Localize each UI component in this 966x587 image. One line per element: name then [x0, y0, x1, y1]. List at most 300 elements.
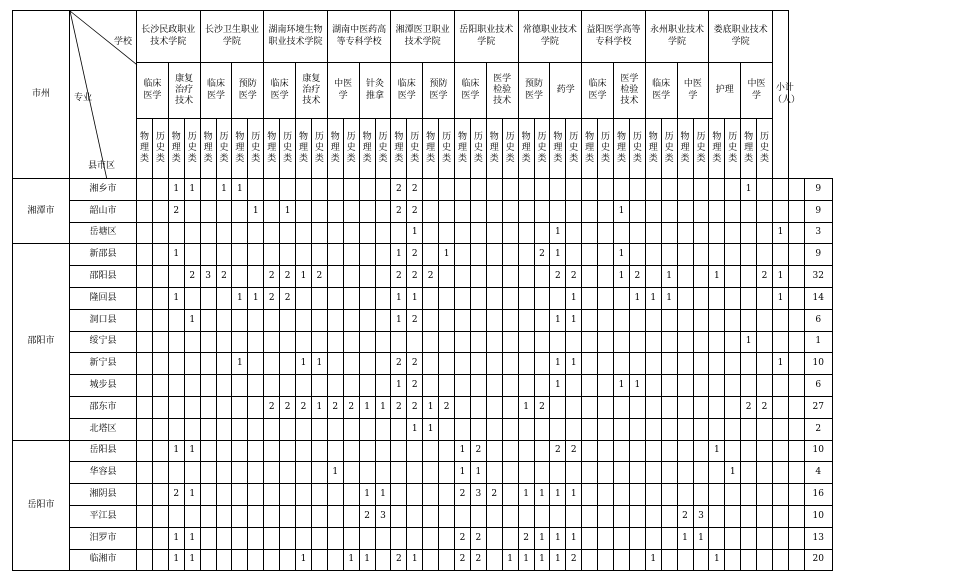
data-cell	[168, 353, 184, 375]
data-cell	[391, 462, 407, 484]
school-header	[391, 11, 455, 63]
data-cell	[391, 331, 407, 353]
data-cell	[502, 287, 518, 309]
data-cell	[407, 462, 423, 484]
data-cell	[502, 440, 518, 462]
data-cell	[502, 375, 518, 397]
subject-type-header	[295, 119, 311, 179]
data-cell	[375, 375, 391, 397]
data-cell	[772, 244, 788, 266]
data-cell: 2	[757, 266, 773, 288]
data-cell	[629, 331, 645, 353]
major-name: 医学检验技术	[493, 73, 512, 107]
major-header	[391, 63, 423, 119]
data-cell	[566, 222, 582, 244]
subject-type-label: 物理类	[680, 132, 690, 164]
data-cell	[661, 353, 677, 375]
data-cell	[518, 266, 534, 288]
data-cell: 2	[566, 266, 582, 288]
data-cell	[486, 527, 502, 549]
data-cell	[184, 287, 200, 309]
data-cell: 2	[295, 396, 311, 418]
city-name: 湘潭市	[13, 179, 70, 244]
subject-type-header	[391, 119, 407, 179]
data-cell: 1	[709, 440, 725, 462]
data-cell	[439, 331, 455, 353]
data-cell	[661, 484, 677, 506]
data-cell	[184, 331, 200, 353]
data-cell	[137, 222, 153, 244]
data-cell	[280, 462, 296, 484]
subject-type-header	[359, 119, 375, 179]
subject-type-label: 物理类	[744, 132, 754, 164]
data-cell	[645, 353, 661, 375]
school-header	[137, 11, 201, 63]
data-cell	[216, 222, 232, 244]
data-cell	[280, 375, 296, 397]
data-cell: 2	[407, 179, 423, 201]
data-cell	[327, 505, 343, 527]
data-cell	[661, 527, 677, 549]
data-cell	[582, 375, 598, 397]
row-total: 9	[804, 244, 832, 266]
data-cell	[423, 287, 439, 309]
subject-type-header	[709, 119, 725, 179]
subject-type-header	[598, 119, 614, 179]
data-cell: 1	[772, 287, 788, 309]
data-cell: 1	[232, 179, 248, 201]
data-cell	[725, 484, 741, 506]
subject-type-header	[407, 119, 423, 179]
data-cell	[772, 440, 788, 462]
data-cell	[725, 505, 741, 527]
data-cell	[232, 200, 248, 222]
data-cell: 1	[280, 200, 296, 222]
school-header	[645, 11, 709, 63]
data-cell	[359, 309, 375, 331]
data-cell	[327, 244, 343, 266]
data-cell	[486, 244, 502, 266]
data-cell: 2	[757, 396, 773, 418]
data-cell	[200, 287, 216, 309]
data-cell	[486, 222, 502, 244]
data-cell	[295, 375, 311, 397]
data-cell	[359, 418, 375, 440]
data-cell: 2	[566, 549, 582, 571]
data-cell	[343, 440, 359, 462]
data-cell	[709, 179, 725, 201]
data-cell	[772, 331, 788, 353]
data-cell	[598, 396, 614, 418]
data-cell	[629, 462, 645, 484]
data-cell	[741, 266, 757, 288]
data-cell: 1	[248, 200, 264, 222]
data-cell	[757, 505, 773, 527]
data-cell: 2	[391, 200, 407, 222]
data-cell	[232, 375, 248, 397]
data-cell	[582, 484, 598, 506]
data-cell: 1	[184, 549, 200, 571]
data-cell	[264, 462, 280, 484]
data-cell	[693, 222, 709, 244]
data-cell	[502, 266, 518, 288]
major-name: 临床医学	[461, 79, 480, 101]
county-name: 邵东市	[70, 396, 137, 418]
data-cell	[264, 484, 280, 506]
data-cell	[200, 396, 216, 418]
data-cell	[486, 375, 502, 397]
data-cell	[582, 309, 598, 331]
data-cell	[343, 353, 359, 375]
data-cell	[502, 200, 518, 222]
data-cell	[566, 396, 582, 418]
major-header	[327, 63, 359, 119]
data-cell	[772, 179, 788, 201]
data-cell: 1	[613, 244, 629, 266]
data-cell	[582, 353, 598, 375]
data-cell	[232, 462, 248, 484]
data-cell: 1	[518, 484, 534, 506]
data-cell	[137, 527, 153, 549]
data-cell	[280, 222, 296, 244]
data-cell	[200, 309, 216, 331]
data-cell: 2	[168, 200, 184, 222]
data-cell	[295, 505, 311, 527]
subject-type-header	[757, 119, 773, 179]
subject-type-label: 历史类	[505, 132, 515, 164]
data-cell	[550, 462, 566, 484]
data-cell	[327, 331, 343, 353]
data-cell: 1	[629, 375, 645, 397]
data-cell	[613, 222, 629, 244]
data-cell	[216, 331, 232, 353]
major-name: 医学检验技术	[620, 73, 639, 107]
data-cell	[439, 353, 455, 375]
data-cell	[550, 179, 566, 201]
data-cell	[598, 527, 614, 549]
subject-type-label: 历史类	[664, 132, 674, 164]
data-cell	[486, 549, 502, 571]
data-cell	[661, 244, 677, 266]
county-name: 新宁县	[70, 353, 137, 375]
data-cell	[598, 549, 614, 571]
data-cell	[486, 287, 502, 309]
data-cell: 2	[629, 266, 645, 288]
data-cell	[534, 505, 550, 527]
data-cell	[153, 396, 169, 418]
data-cell	[470, 287, 486, 309]
data-cell	[439, 222, 455, 244]
data-cell	[184, 353, 200, 375]
school-name: 岳阳职业技术学院	[459, 25, 514, 47]
data-cell	[725, 353, 741, 375]
data-cell: 1	[645, 549, 661, 571]
data-cell	[407, 505, 423, 527]
county-name: 城步县	[70, 375, 137, 397]
data-cell	[772, 309, 788, 331]
data-cell	[232, 484, 248, 506]
subject-type-header	[232, 119, 248, 179]
data-cell	[629, 200, 645, 222]
data-cell: 1	[168, 527, 184, 549]
data-cell	[518, 375, 534, 397]
data-cell	[295, 484, 311, 506]
data-cell	[200, 418, 216, 440]
data-cell	[137, 331, 153, 353]
data-cell	[709, 331, 725, 353]
city-name: 邵阳市	[13, 244, 70, 440]
row-total: 32	[804, 266, 832, 288]
data-cell	[693, 353, 709, 375]
data-cell: 1	[359, 396, 375, 418]
data-cell: 2	[264, 287, 280, 309]
data-cell	[343, 331, 359, 353]
row-total: 13	[804, 527, 832, 549]
data-cell	[502, 222, 518, 244]
data-cell	[359, 200, 375, 222]
data-cell	[534, 287, 550, 309]
data-cell: 2	[311, 266, 327, 288]
data-cell	[629, 505, 645, 527]
data-cell	[757, 244, 773, 266]
data-cell	[470, 353, 486, 375]
data-cell	[693, 549, 709, 571]
data-cell	[423, 222, 439, 244]
data-cell: 1	[168, 179, 184, 201]
major-header	[741, 63, 773, 119]
data-cell: 1	[566, 287, 582, 309]
data-cell	[661, 375, 677, 397]
data-cell	[566, 179, 582, 201]
data-cell	[216, 418, 232, 440]
subject-type-header	[311, 119, 327, 179]
data-cell	[295, 222, 311, 244]
data-cell: 1	[566, 309, 582, 331]
data-cell	[470, 266, 486, 288]
data-cell	[327, 179, 343, 201]
major-header	[359, 63, 391, 119]
major-header	[168, 63, 200, 119]
data-cell	[518, 309, 534, 331]
data-cell	[709, 222, 725, 244]
school-name: 湖南中医药高等专科学校	[332, 25, 387, 47]
data-cell	[423, 549, 439, 571]
data-cell	[693, 266, 709, 288]
data-cell	[216, 440, 232, 462]
data-cell	[741, 418, 757, 440]
data-cell	[153, 287, 169, 309]
major-header	[613, 63, 645, 119]
data-cell: 1	[741, 331, 757, 353]
data-cell: 2	[439, 396, 455, 418]
data-cell	[598, 244, 614, 266]
data-cell	[725, 418, 741, 440]
data-cell: 1	[391, 244, 407, 266]
data-cell: 1	[423, 396, 439, 418]
subject-type-label: 历史类	[728, 132, 738, 164]
subject-type-header	[248, 119, 264, 179]
data-cell: 1	[566, 527, 582, 549]
table-row	[13, 505, 833, 527]
data-cell	[295, 287, 311, 309]
data-cell	[375, 418, 391, 440]
data-cell	[280, 309, 296, 331]
data-cell	[359, 244, 375, 266]
data-cell: 1	[725, 462, 741, 484]
data-cell	[725, 440, 741, 462]
subject-type-header	[327, 119, 343, 179]
subject-type-label: 物理类	[648, 132, 658, 164]
county-name: 邵阳县	[70, 266, 137, 288]
data-cell	[677, 484, 693, 506]
data-cell: 2	[407, 375, 423, 397]
data-cell	[454, 331, 470, 353]
data-cell: 1	[375, 396, 391, 418]
table-row	[13, 179, 833, 201]
subject-type-label: 历史类	[632, 132, 642, 164]
data-cell	[550, 200, 566, 222]
subject-type-label: 历史类	[410, 132, 420, 164]
data-cell	[629, 222, 645, 244]
data-cell	[709, 287, 725, 309]
data-cell	[534, 309, 550, 331]
subject-type-header	[566, 119, 582, 179]
table-row	[13, 418, 833, 440]
subject-type-header	[629, 119, 645, 179]
data-cell	[311, 200, 327, 222]
data-cell	[137, 418, 153, 440]
data-cell	[645, 462, 661, 484]
data-cell	[248, 266, 264, 288]
subject-type-label: 物理类	[489, 132, 499, 164]
data-cell	[661, 331, 677, 353]
row-total: 2	[804, 418, 832, 440]
data-cell	[168, 309, 184, 331]
data-cell	[264, 309, 280, 331]
major-header	[137, 63, 169, 119]
data-cell	[486, 462, 502, 484]
data-cell	[200, 179, 216, 201]
data-cell	[550, 396, 566, 418]
data-cell	[693, 418, 709, 440]
data-cell	[518, 179, 534, 201]
table-row	[13, 549, 833, 571]
data-cell	[423, 440, 439, 462]
data-cell: 3	[693, 505, 709, 527]
data-cell	[677, 287, 693, 309]
data-cell	[502, 179, 518, 201]
subject-type-label: 历史类	[442, 132, 452, 164]
data-cell	[454, 179, 470, 201]
county-name: 平江县	[70, 505, 137, 527]
data-cell	[566, 505, 582, 527]
subject-type-label: 物理类	[712, 132, 722, 164]
data-cell: 2	[407, 200, 423, 222]
data-cell	[757, 484, 773, 506]
major-header	[454, 63, 486, 119]
data-cell: 1	[550, 484, 566, 506]
major-header	[518, 63, 550, 119]
major-header	[677, 63, 709, 119]
data-cell: 2	[407, 244, 423, 266]
data-cell	[502, 244, 518, 266]
data-cell	[741, 484, 757, 506]
data-cell	[772, 505, 788, 527]
data-cell	[677, 179, 693, 201]
data-cell	[216, 200, 232, 222]
data-cell	[661, 440, 677, 462]
county-name: 汨罗市	[70, 527, 137, 549]
data-cell	[534, 222, 550, 244]
data-cell	[613, 484, 629, 506]
data-cell: 1	[327, 462, 343, 484]
data-cell: 1	[295, 549, 311, 571]
data-cell	[232, 505, 248, 527]
data-cell	[598, 331, 614, 353]
data-cell: 1	[391, 309, 407, 331]
data-cell	[693, 440, 709, 462]
school-name: 湖南环境生物职业技术学院	[268, 25, 323, 47]
data-cell	[439, 505, 455, 527]
data-cell	[423, 331, 439, 353]
subject-type-header	[582, 119, 598, 179]
data-cell: 1	[407, 418, 423, 440]
row-total: 27	[804, 396, 832, 418]
data-cell	[613, 353, 629, 375]
data-cell: 1	[534, 549, 550, 571]
data-cell	[725, 244, 741, 266]
data-cell	[677, 440, 693, 462]
data-cell: 1	[184, 484, 200, 506]
data-cell: 1	[550, 309, 566, 331]
data-cell	[153, 440, 169, 462]
subject-type-label: 物理类	[457, 132, 467, 164]
subject-type-header	[518, 119, 534, 179]
data-cell	[693, 244, 709, 266]
total-header	[772, 11, 800, 179]
data-cell	[741, 222, 757, 244]
data-cell	[741, 309, 757, 331]
data-cell	[518, 440, 534, 462]
data-cell	[470, 309, 486, 331]
subject-type-label: 历史类	[219, 132, 229, 164]
data-cell	[725, 287, 741, 309]
subject-type-header	[550, 119, 566, 179]
data-cell	[168, 266, 184, 288]
data-cell: 1	[391, 287, 407, 309]
data-cell	[311, 222, 327, 244]
table-row	[13, 527, 833, 549]
data-cell	[534, 353, 550, 375]
major-name: 临床医学	[652, 79, 671, 101]
data-cell	[788, 244, 804, 266]
data-cell	[454, 287, 470, 309]
major-header	[200, 63, 232, 119]
data-cell	[137, 179, 153, 201]
data-cell	[375, 222, 391, 244]
data-cell: 2	[280, 266, 296, 288]
data-cell: 2	[550, 440, 566, 462]
data-cell	[741, 462, 757, 484]
subject-type-label: 物理类	[330, 132, 340, 164]
data-cell: 2	[454, 527, 470, 549]
data-cell: 1	[550, 375, 566, 397]
data-cell	[629, 244, 645, 266]
table-row	[13, 222, 833, 244]
data-cell	[502, 353, 518, 375]
data-cell	[518, 462, 534, 484]
data-cell	[741, 244, 757, 266]
